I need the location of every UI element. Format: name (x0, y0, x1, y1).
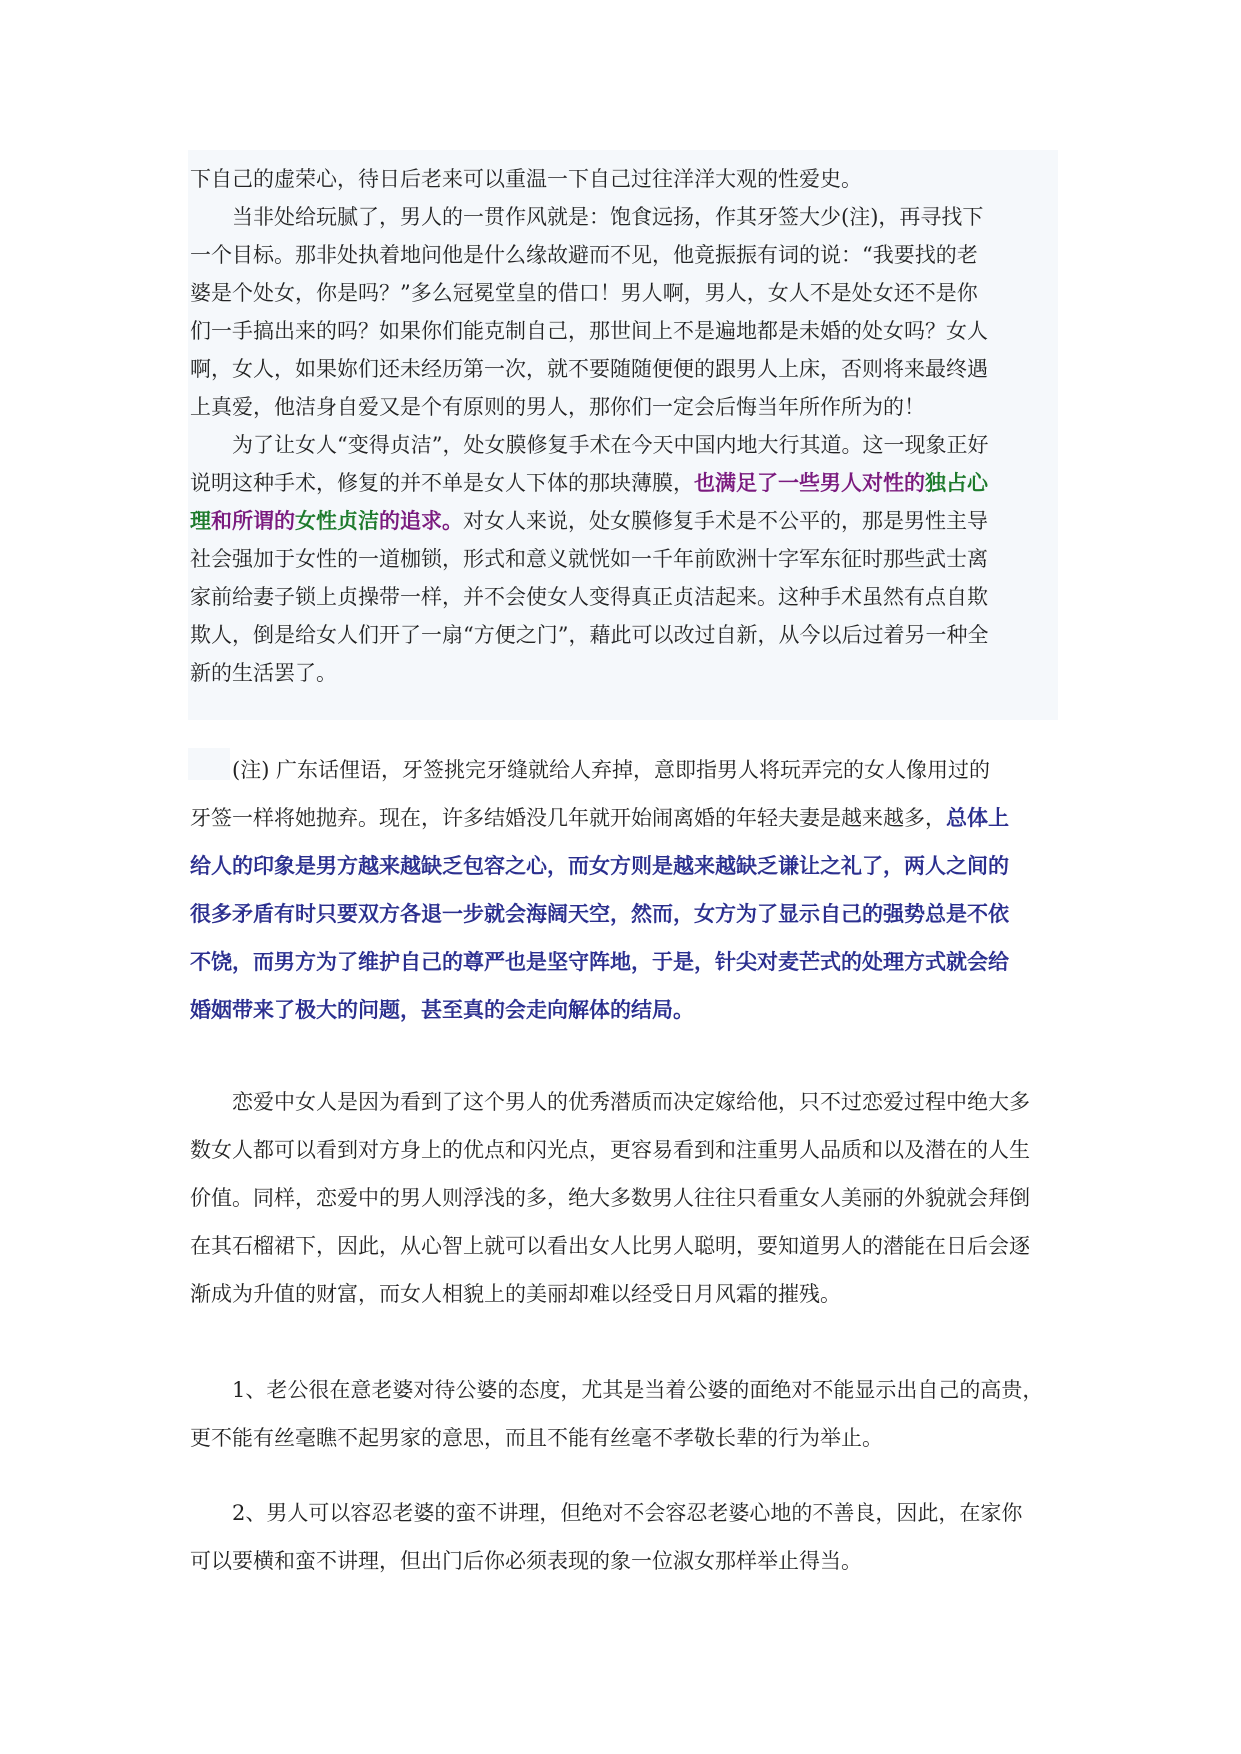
text-line: 家前给妻子锁上贞操带一样，并不会使女人变得真正贞洁起来。这种手术虽然有点自欺 (190, 585, 988, 609)
text-line: 为了让女人“变得贞洁”，处女膜修复手术在今天中国内地大行其道。这一现象正好 (232, 433, 989, 457)
text-line: 社会强加于女性的一道枷锁，形式和意义就恍如一千年前欧洲十字军东征时那些武士离 (190, 547, 988, 571)
text-line: 1、老公很在意老婆对待公婆的态度，尤其是当着公婆的面绝对不能显示出自己的高贵， (232, 1378, 1044, 1402)
text-line: 2、男人可以容忍老婆的蛮不讲理，但绝对不会容忍老婆心地的不善良，因此，在家你 (232, 1501, 1023, 1525)
text-line: 渐成为升值的财富，而女人相貌上的美丽却难以经受日月风霜的摧残。 (190, 1282, 841, 1306)
text-line (190, 794, 1058, 842)
text-segment: 牙签一样将她抛弃。现在，许多结婚没几年就开始闹离婚的年轻夫妻是越来越多， (190, 806, 946, 830)
highlight-text: 理 (190, 508, 211, 533)
text-line: 不饶，而男方为了维护自己的尊严也是坚守阵地，于是，针尖对麦芒式的处理方式就会给 (190, 949, 1009, 974)
highlight-text: 和所谓的 (211, 508, 295, 533)
text-line: (注) 广东话俚语，牙签挑完牙缝就给人弃掉，意即指男人将玩弄完的女人像用过的 (232, 758, 991, 782)
highlight-text: 的追求。 (379, 508, 463, 533)
text-line (190, 464, 1058, 502)
text-line: 们一手搞出来的吗？如果你们能克制自己，那世间上不是遍地都是未婚的处女吗？女人 (190, 319, 988, 343)
text-line: 可以要横和蛮不讲理，但出门后你必须表现的象一位淑女那样举止得当。 (190, 1549, 862, 1573)
text-line: 婚姻带来了极大的问题，甚至真的会走向解体的结局。 (190, 997, 694, 1022)
text-line: 很多矛盾有时只要双方各退一步就会海阔天空，然而，女方为了显示自己的强势总是不依 (190, 901, 1009, 926)
paragraph-item-1 (190, 1366, 1058, 1462)
text-line: 价值。同样，恋爱中的男人则浮浅的多，绝大多数男人往往只看重女人美丽的外貌就会拜倒 (190, 1186, 1030, 1210)
text-line: 新的生活罢了。 (190, 661, 337, 685)
text-line: 恋爱中女人是因为看到了这个男人的优秀潜质而决定嫁给他，只不过恋爱过程中绝大多 (232, 1090, 1030, 1114)
text-line: 下自己的虚荣心，待日后老来可以重温一下自己过往洋洋大观的性爱史。 (190, 167, 862, 191)
text-line: 给人的印象是男方越来越缺乏包容之心，而女方则是越来越缺乏谦让之礼了，两人之间的 (190, 853, 1009, 878)
text-line: 婆是个处女，你是吗？”多么冠冕堂皇的借口！男人啊，男人，女人不是处女还不是你 (190, 281, 978, 305)
text-line: 数女人都可以看到对方身上的优点和闪光点，更容易看到和注重男人品质和以及潜在的人生 (190, 1138, 1030, 1162)
text-line: 当非处给玩腻了，男人的一贯作风就是：饱食远扬，作其牙签大少(注)，再寻找下 (232, 205, 984, 229)
highlight-text: 也满足了一些男人对性的 (694, 470, 925, 495)
text-segment: 对女人来说，处女膜修复手术是不公平的，那是男性主导 (463, 509, 988, 533)
paragraph-love (190, 1078, 1058, 1318)
highlight-text: 独占心 (925, 470, 988, 495)
paragraph-item-2 (190, 1489, 1058, 1585)
text-line: 欺人，倒是给女人们开了一扇“方便之门”，藉此可以改过自新，从今以后过着另一种全 (190, 623, 989, 647)
text-line (190, 502, 1058, 540)
highlight-text: 女性贞洁 (295, 508, 379, 533)
text-line: 在其石榴裙下，因此，从心智上就可以看出女人比男人聪明，要知道男人的潜能在日后会逐 (190, 1234, 1030, 1258)
paragraph-virginity (190, 160, 1058, 692)
text-line: 一个目标。那非处执着地问他是什么缘故避而不见，他竟振振有词的说：“我要找的老 (190, 243, 978, 267)
text-line: 上真爱，他洁身自爱又是个有原则的男人，那你们一定会后悔当年所作所为的！ (190, 395, 925, 419)
text-line: 啊，女人，如果妳们还未经历第一次，就不要随随便便的跟男人上床，否则将来最终遇 (190, 357, 988, 381)
paragraph-note (190, 746, 1058, 1034)
text-line: 更不能有丝毫瞧不起男家的意思，而且不能有丝毫不孝敬长辈的行为举止。 (190, 1426, 883, 1450)
highlight-text: 总体上 (946, 805, 1009, 830)
text-segment: 说明这种手术，修复的并不单是女人下体的那块薄膜， (190, 471, 694, 495)
